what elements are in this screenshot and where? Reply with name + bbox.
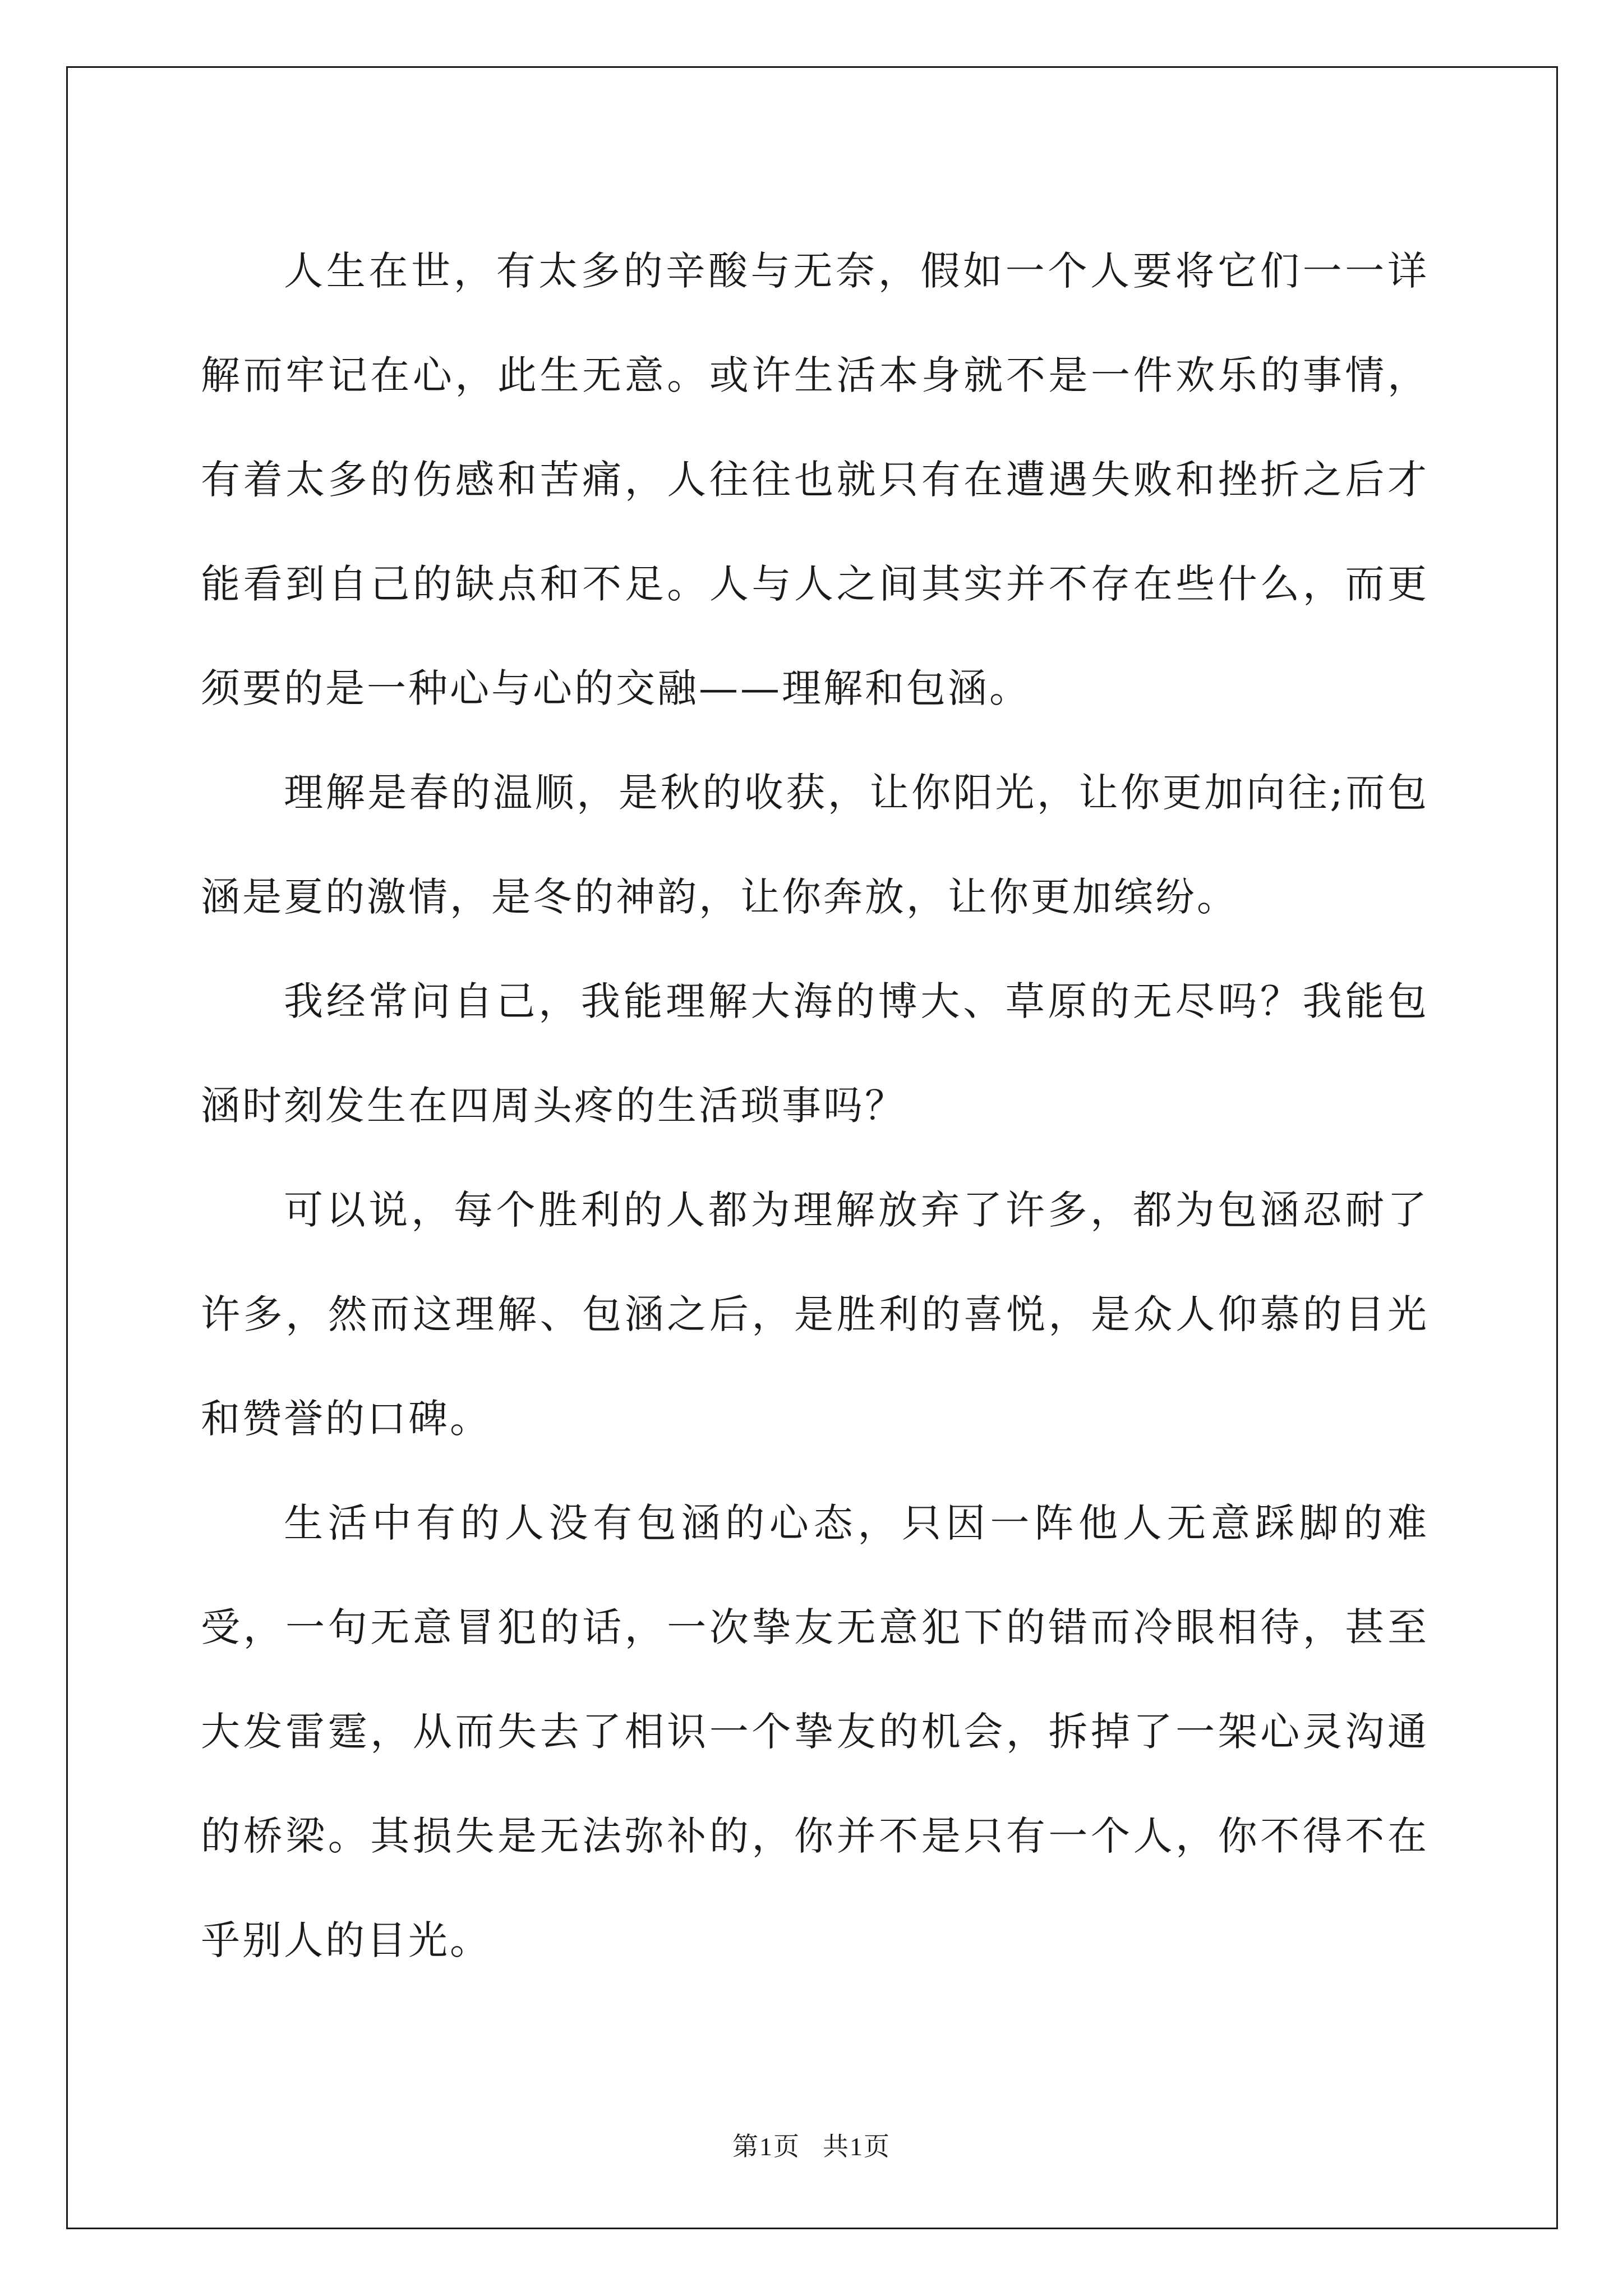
page-count: 共1页 — [823, 2132, 891, 2161]
page-number: 第1页 — [732, 2132, 800, 2161]
page-footer — [0, 2126, 1623, 2163]
paragraph: 理解是春的温顺，是秋的收获，让你阳光，让你更加向往;而包涵是夏的激情，是冬的神韵，让你奔放，让你更加缤纷。 — [201, 770, 1429, 920]
document-body — [201, 219, 1429, 1993]
paragraph: 可以说，每个胜利的人都为理解放弃了许多，都为包涵忍耐了许多，然而这理解、包涵之后，是胜利的喜悦，是众人仰慕的目光和赞誉的口碑。 — [201, 1187, 1429, 1442]
paragraph: 人生在世，有太多的辛酸与无奈，假如一个人要将它们一一详解而牢记在心，此生无意。或许生活本身就不是一件欢乐的事情，有着太多的伤感和苦痛，人往往也就只有在遭遇失败和挫折之后才能看到自己的缺点和不足。人与人之间其实并不存在些什么，而更须要的是一种心与心的交融——理解和包涵。 — [201, 248, 1429, 711]
paragraph: 我经常问自己，我能理解大海的博大、草原的无尽吗？我能包涵时刻发生在四周头疼的生活琐事吗？ — [201, 978, 1429, 1129]
paragraph: 生活中有的人没有包涵的心态，只因一阵他人无意踩脚的难受，一句无意冒犯的话，一次挚友无意犯下的错而冷眼相待，甚至大发雷霆，从而失去了相识一个挚友的机会，拆掉了一架心灵沟通的桥梁。其损失是无法弥补的，你并不是只有一个人，你不得不在乎别人的目光。 — [201, 1500, 1429, 1963]
